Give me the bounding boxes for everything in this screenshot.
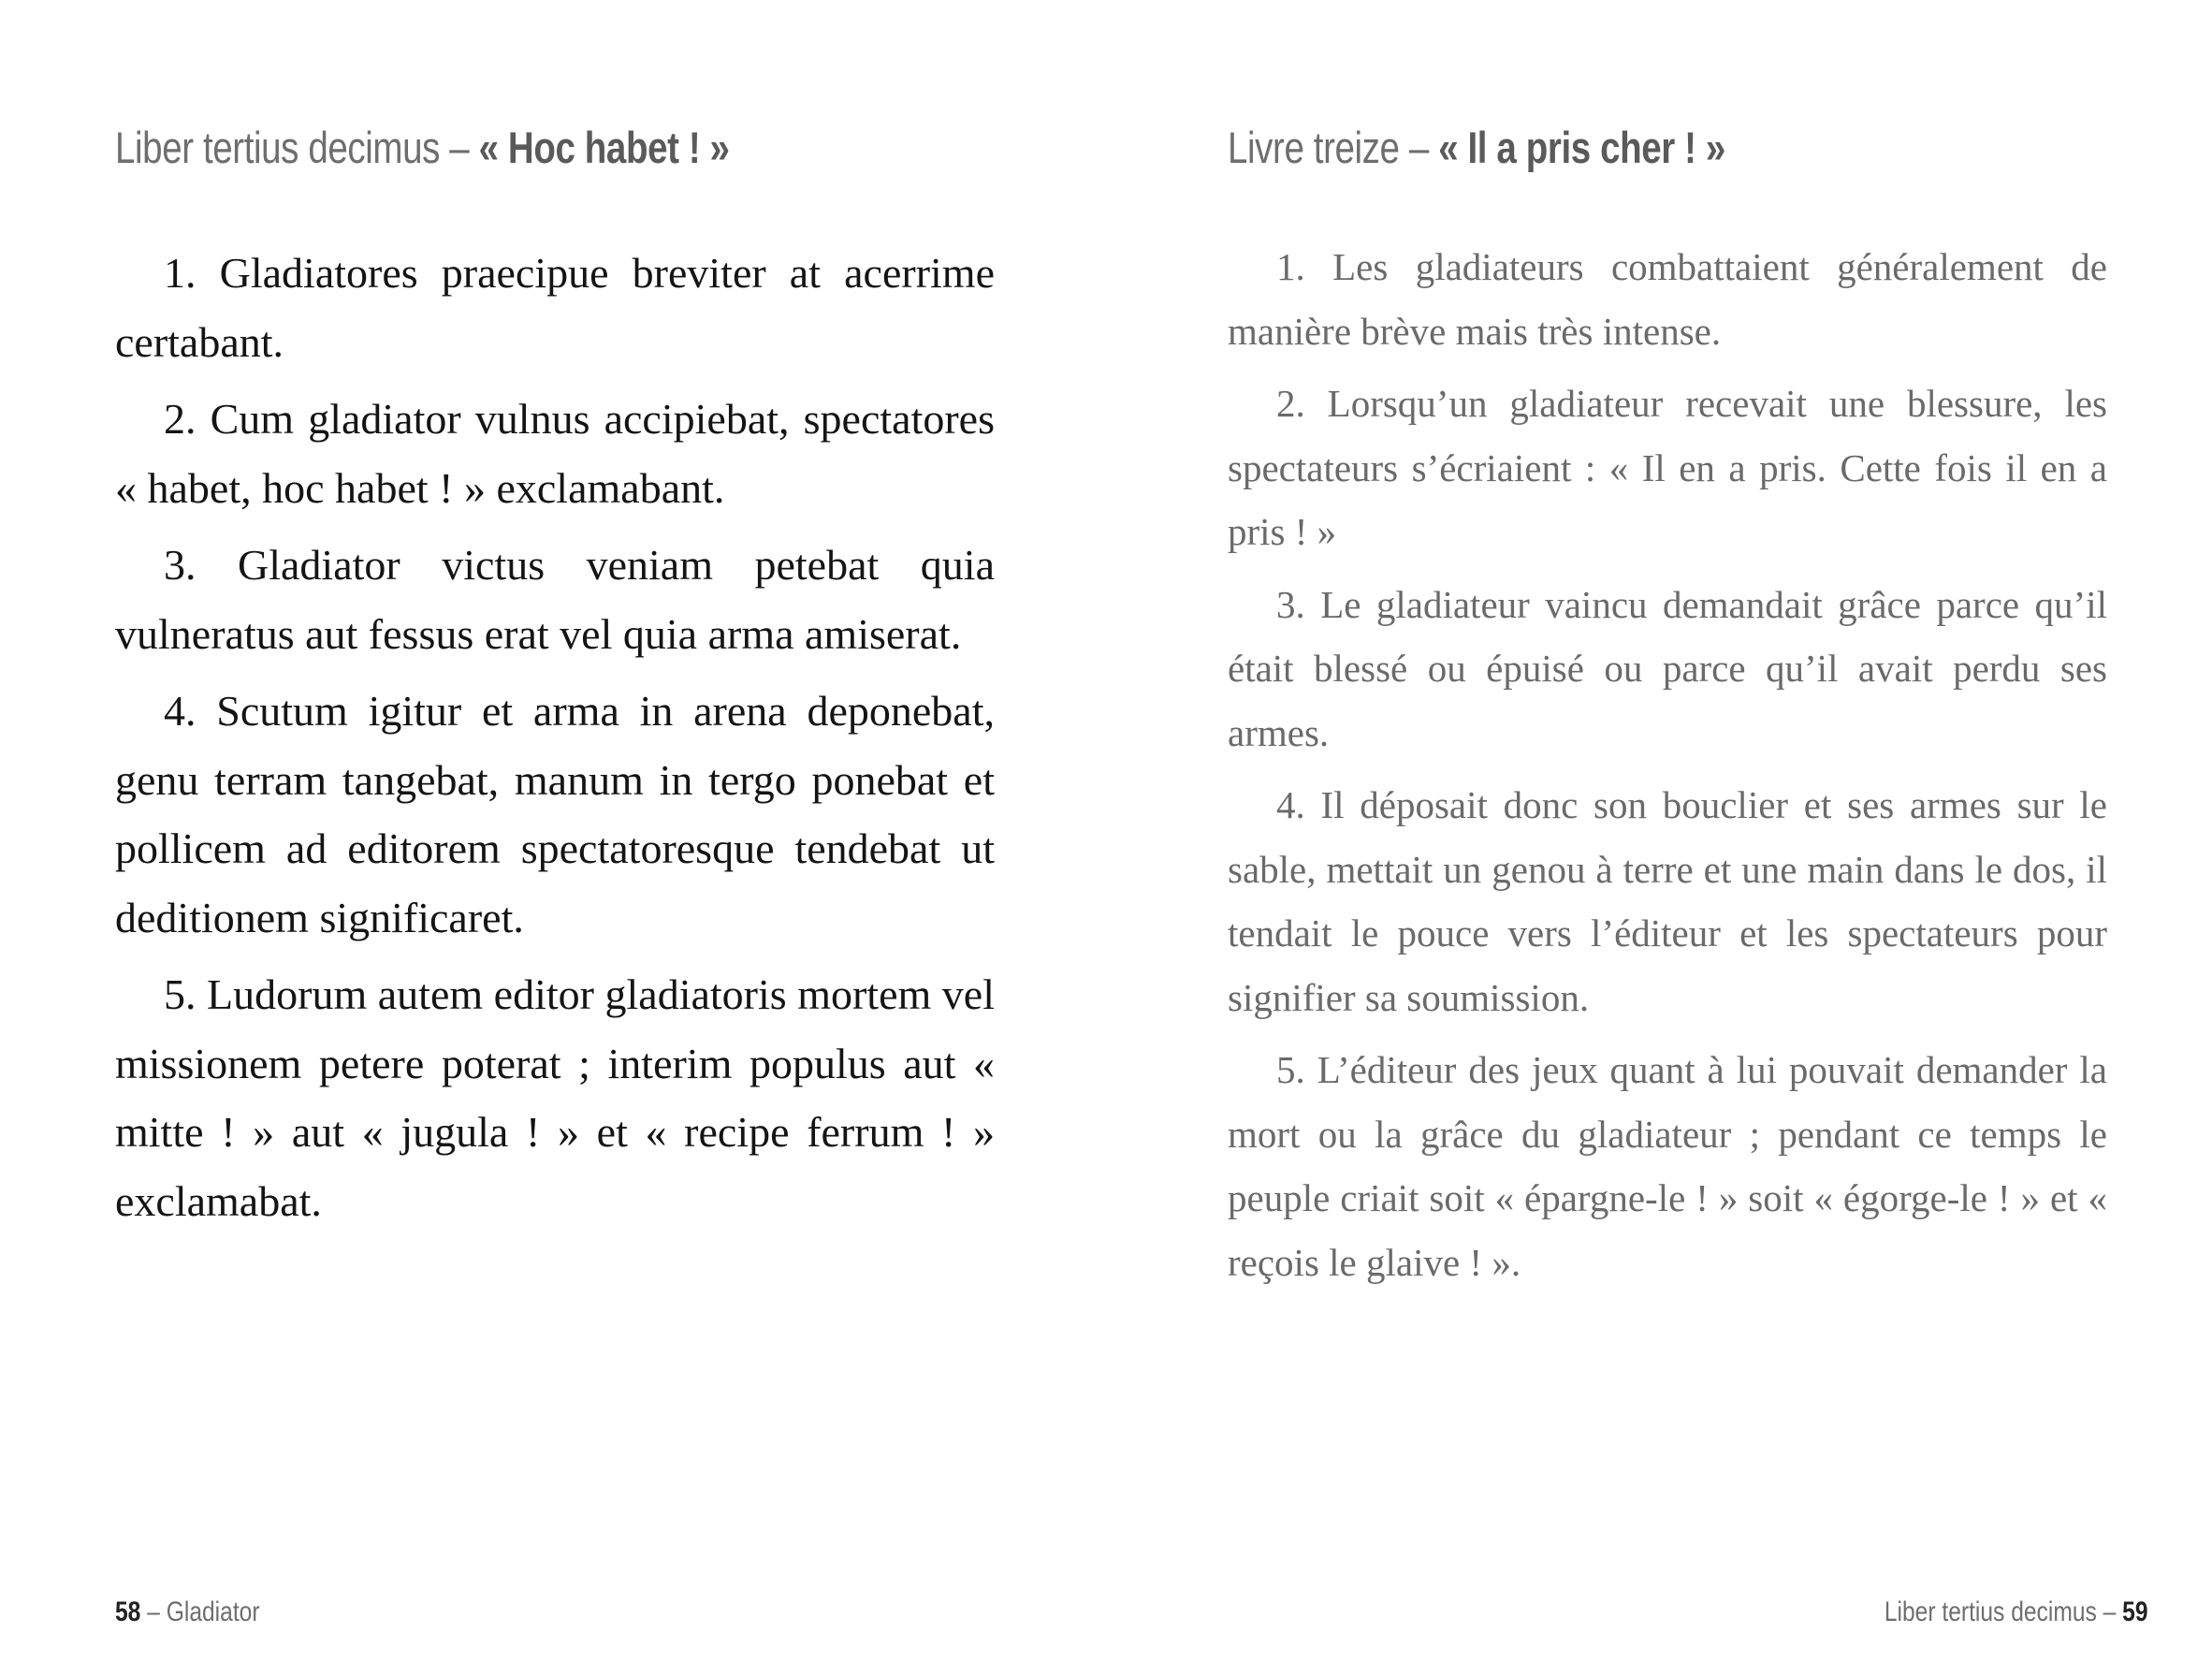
french-paragraph-4: 4. Il déposait donc son bouclier et ses armes sur le sable, mettait un genou à terre et une main dans le dos, il tendait le pouce vers l’éditeur et les spectateurs pour signifier sa soumission.	[1228, 783, 2107, 1019]
right-heading-prefix: Livre treize –	[1228, 123, 1439, 172]
right-heading-emphasis: « Il a pris cher ! »	[1438, 123, 1725, 172]
right-running-title: Liber tertius decimus –	[1885, 1596, 2123, 1627]
left-running-title: – Gladiator	[140, 1596, 260, 1627]
left-page-body	[115, 239, 995, 1244]
latin-paragraph-3: 3. Gladiator victus veniam petebat quia vulneratus aut fessus erat vel quia arma amiserat.	[115, 541, 995, 658]
left-heading-prefix: Liber tertius decimus –	[115, 123, 479, 172]
left-page-number: 58	[115, 1596, 141, 1627]
left-page-footer	[115, 1596, 260, 1629]
right-page-heading	[1228, 120, 1725, 176]
right-page-body	[1228, 235, 2107, 1303]
left-heading-emphasis: « Hoc habet ! »	[478, 123, 730, 172]
latin-paragraph-2: 2. Cum gladiator vulnus accipiebat, spectatores « habet, hoc habet ! » exclamabant.	[115, 395, 995, 512]
right-page-footer	[1885, 1596, 2148, 1629]
left-page-heading	[115, 120, 730, 176]
latin-paragraph-1: 1. Gladiatores praecipue breviter at acerrime certabant.	[115, 249, 995, 366]
right-page-number: 59	[2122, 1596, 2148, 1627]
latin-paragraph-4: 4. Scutum igitur et arma in arena deponebat, genu terram tangebat, manum in tergo ponebat et pollicem ad editorem spectatoresque tendebat ut deditionem significaret.	[115, 687, 995, 941]
french-paragraph-3: 3. Le gladiateur vaincu demandait grâce parce qu’il était blessé ou épuisé ou parce qu’il avait perdu ses armes.	[1228, 582, 2107, 754]
french-paragraph-1: 1. Les gladiateurs combattaient généralement de manière brève mais très intense.	[1228, 245, 2107, 353]
latin-paragraph-5: 5. Ludorum autem editor gladiatoris mortem vel missionem petere poterat ; interim populus aut « mitte ! » aut « jugula ! » et « recipe ferrum ! » exclamabat.	[115, 970, 995, 1225]
french-paragraph-2: 2. Lorsqu’un gladiateur recevait une blessure, les spectateurs s’écriaient : « Il en a pris. Cette fois il en a pris ! »	[1228, 382, 2107, 553]
right-page	[1106, 0, 2212, 1662]
french-paragraph-5: 5. L’éditeur des jeux quant à lui pouvait demander la mort ou la grâce du gladiateur ; pendant ce temps le peuple criait soit « épargne-le ! » soit « égorge-le ! » et « reçois le glaive ! ».	[1228, 1048, 2107, 1284]
